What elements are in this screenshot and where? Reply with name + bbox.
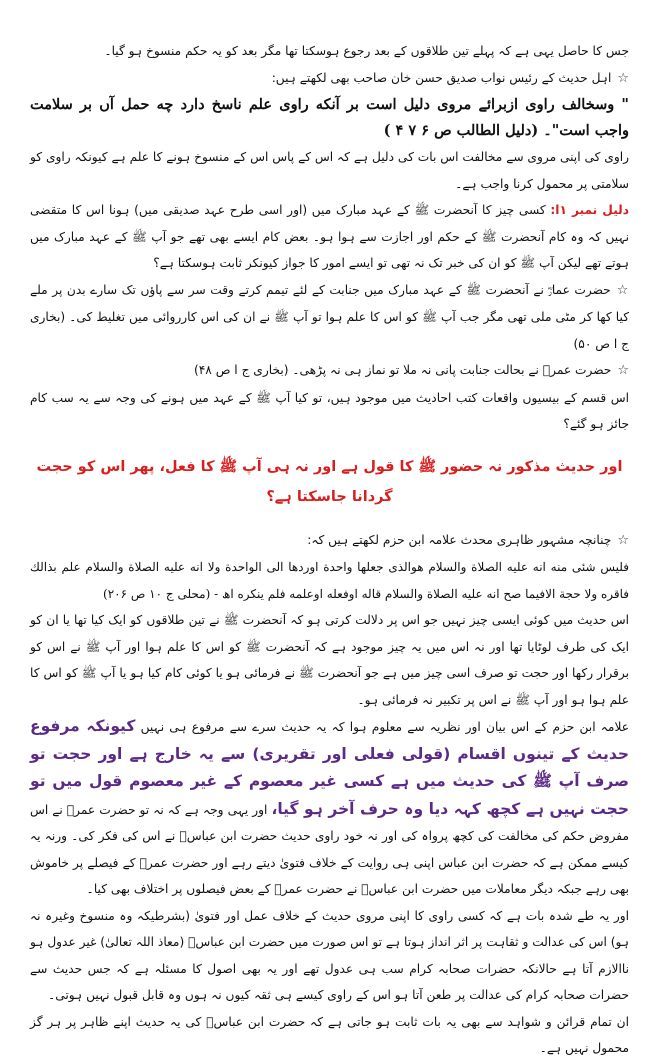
- paragraph-narrator: راوی کی اپنی مروی سے مخالفت اس بات کی دلیل ہے کہ اس کے پاس اس کے منسوخ ہونے کا علم ہے کیونکہ راوی کو سلامتی پر محمول کرنا واجب ہے۔: [30, 150, 629, 191]
- highlighted-question: اور حدیث مذکور نہ حضور ﷺ کا قول ہے اور نہ ہی آپ ﷺ کا فعل، پھر اس کو حجت گردانا جاسکتا ہے؟: [36, 459, 623, 505]
- paragraph-ahl-hadith: [30, 65, 629, 93]
- paragraph-ammar: [30, 277, 629, 358]
- paragraph-final: ان تمام قرائن و شواہد سے بھی یہ بات ثابت ہو جاتی ہے کہ حضرت ابن عباسؓ کی یہ حدیث اپنے ظاہر پر ہر گز محمول نہیں ہے۔: [30, 1014, 629, 1055]
- paragraph-proof-11: [30, 197, 629, 277]
- persian-quote: " وسخالف راوی ازبرائے مروی دلیل است بر آنکه راوی علم ناسخ دارد چه حمل آں بر سلامت واجب است"۔ (دلیل الطالب ص ۶ ۷ ۴ ): [30, 96, 629, 139]
- paragraph-text: حضرت عمرؓ نے بحالت جنابت پانی نہ ملا تو نماز ہی نہ پڑھی۔ (بخاری ج ا ص ۴۸): [193, 363, 612, 377]
- paragraph-ibn-hazm: [30, 527, 629, 555]
- paragraph-text: کسی چیز کا آنحضرت ﷺ کے عہد مبارک میں (اور اسی طرح عہد صدیقی میں) ہونا اس کا متقضی نہیں کہ وہ کام آنحضرت ﷺ کے حکم اور اجازت سے ہوا ہو۔ بعض کام ایسے بھی تھے جو آپ ﷺ کے عہد مبارک میں ہوتے تھے لیکن آپ ﷺ کو ان کی خبر تک نہ تھی تو ایسے امور کا جواز کیونکر ثابت ہوسکتا ہے؟: [30, 203, 629, 270]
- star-icon: ☆: [617, 532, 629, 548]
- paragraph-events: اس قسم کے بیسیوں واقعات کتب احادیث میں موجود ہیں، تو کیا آپ ﷺ کے عہد میں ہونے کی وجہ سے یہ سب کام جائز ہو گئے؟: [30, 390, 629, 431]
- star-icon: ☆: [617, 70, 629, 86]
- paragraph-intro: جس کا حاصل یہی ہے کہ پہلے تین طلاقوں کے بعد رجوع ہوسکتا تھا مگر بعد کو یہ حکم منسوخ ہو گیا۔: [104, 44, 629, 58]
- star-icon: ☆: [616, 282, 629, 298]
- paragraph-text: اور یہی وجہ ہے کہ نہ تو حضرت عمرؓ نے اس مفروض حکم کی مخالفت کی کچھ پرواہ کی اور نہ خود راوی حدیث حضرت ابن عباسؓ نے اس کی فکر کی۔ ورنہ یہ کیسے ممکن ہے کہ حضرت ابن عباس اپنی ہی روایت کے خلاف فتویٰ دیتے رہے اور حضرت عمرؓ کے فیصلے پر خاموش بھی رہے جبکہ دیگر معاملات میں حضرت ابن عباسؓ نے حضرت عمرؓ کے بعض فیصلوں پر اختلاف بھی کیا۔: [30, 802, 629, 896]
- proof-label: دلیل نمبر ۱ا:: [550, 203, 629, 217]
- paragraph-conclusion: [30, 713, 629, 903]
- highlighted-statement: کیونکہ مرفوع حدیث کے تینوں اقسام (قولی فعلی اور تقریری) سے یہ خارج ہے اور حجت تو صرف آپ ﷺ کی حدیث میں ہے کسی غیر معصوم کے غیر معصوم قول میں تو حجت نہیں ہے کچھ کہہ دیا وہ حرف آخر ہو گیا،: [30, 717, 629, 818]
- paragraph-text: اہل حدیث کے رئیس نواب صدیق حسن خان صاحب بھی لکھتے ہیں:: [271, 70, 612, 85]
- paragraph-translation: اس حدیث میں کوئی ایسی چیز نہیں جو اس پر دلالت کرتی ہو کہ آنحضرت ﷺ نے تین طلاقوں کو ایک کیا تھا یا ان کو ایک کی طرف لوٹایا تھا اور نہ اس میں یہ چیز موجود ہے کہ آنحضرت ﷺ کو اس کا علم ہوا اور آپ ﷺ نے اس کو برقرار رکھا اور حجت تو صرف اسی چیز میں ہے جو آنحضرت ﷺ نے فرمائی ہو یا کوئی کام کیا ہو یا آپ ﷺ کو اس کا علم ہوا ہو اور آپ ﷺ نے اس پر تکبیر نہ فرمائی ہو۔: [30, 613, 629, 707]
- paragraph-text: حضرت عمارؓ نے آنحضرت ﷺ کے عہد مبارک میں جنابت کے لئے تیمم کرتے وقت سر سے پاؤں تک سارے بدن پر ملے کیا کھا کر مٹی ملی تھی مگر جب آپ ﷺ کو اس کا علم ہوا تو آپ ﷺ نے ان کی اس کارروائی میں تغلیط کی۔ (بخاری ج ا ص ۵۰): [30, 282, 629, 351]
- paragraph-text: چنانچہ مشہور ظاہری محدث علامہ ابن حزم لکھتے ہیں کہ:: [307, 532, 612, 547]
- star-icon: ☆: [617, 363, 629, 378]
- paragraph-settled: اور یہ طے شدہ بات ہے کہ کسی راوی کا اپنی مروی حدیث کے خلاف عمل اور فتویٰ (بشرطیکہ وہ منسوخ وغیرہ نہ ہو) اس کی عدالت و ثقاہت پر اثر انداز ہوتا ہے تو اس صورت میں حضرت ابن عباسؓ (معاذ اللہ تعالیٰ) غیر عدول ہو ناالازم آتا ہے حالانکہ حضرات صحابہ کرام سب ہی عدول تھے اور یہ بھی اصول کا مسئلہ ہے کہ جس حدیث سے حضرات صحابہ کرام کی عدالت پر طعن آتا ہو اس کے راوی کیسے ہی ثقہ کیوں نہ ہوں وہ قابل قبول نہیں ہوتی۔: [30, 908, 629, 1002]
- paragraph-umar: [30, 357, 629, 385]
- arabic-quote: فليس شئى منه انه عليه الصلاة والسلام هوالذى جعلها واحدة اوردها الى الواحدة ولا انه عليه الصلاة والسلام علم بذالك فاقره ولا حجة الافيما صح انه عليه الصلاة والسلام قاله اوفعله اوعلمه فلم ينكره اھ - (محلی ج ۱۰ ص ۲۰۶): [30, 560, 629, 601]
- paragraph-text: علامہ ابن حزم کے اس بیان اور نظریہ سے معلوم ہوا کہ یہ حدیث سرے سے مرفوع ہی نہیں: [140, 720, 629, 734]
